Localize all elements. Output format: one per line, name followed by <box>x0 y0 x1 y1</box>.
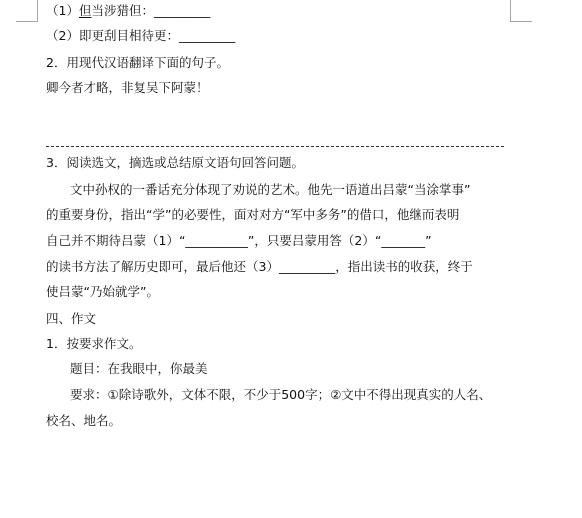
answer-line <box>46 146 504 147</box>
crop-mark-right-vertical <box>510 0 511 22</box>
question-2: （2）即更刮目相待更：_________ <box>46 28 236 43</box>
translate-sentence: 卿今者才略，非复吴下阿蒙！ <box>46 80 209 95</box>
item-3-heading: 3．阅读选文，摘选或总结原文语句回答问题。 <box>46 155 304 170</box>
crop-mark-left-horizontal <box>16 21 38 22</box>
question-1-number: （1） <box>46 3 79 18</box>
crop-mark-left-vertical <box>37 0 38 22</box>
question-1 <box>46 2 210 20</box>
crop-mark-right-horizontal <box>510 21 532 22</box>
composition-requirement-line-1: 要求：①除诗歌外，文体不限，不少于500字；②文中不得出现真实的人名、 <box>70 387 492 402</box>
section-4-heading: 四、作文 <box>46 311 97 326</box>
paragraph-line-5: 使吕蒙“乃始就学”。 <box>46 284 159 299</box>
question-1-underlined-word: 但 <box>78 3 92 18</box>
paragraph-line-1: 文中孙权的一番话充分体现了劝说的艺术。他先一语道出吕蒙“当涂掌事” <box>70 182 471 197</box>
composition-instruction: 1．按要求作文。 <box>46 336 142 351</box>
paragraph-line-4: 的读书方法了解历史即可，最后他还（3）_________，指出读书的收获，终于 <box>46 259 473 274</box>
composition-topic: 题目：在我眼中，你最美 <box>70 361 208 376</box>
question-1-text: 当涉猎但：_________ <box>91 3 211 18</box>
composition-requirement-line-2: 校名、地名。 <box>46 413 122 428</box>
paragraph-line-2: 的重要身份，指出“学”的必要性，面对对方“军中多务”的借口，他继而表明 <box>46 207 460 222</box>
paragraph-line-3: 自己并不期待吕蒙（1）“__________”，只要吕蒙用答（2）“_______” <box>46 233 432 248</box>
item-2-heading: 2．用现代汉语翻译下面的句子。 <box>46 55 229 70</box>
